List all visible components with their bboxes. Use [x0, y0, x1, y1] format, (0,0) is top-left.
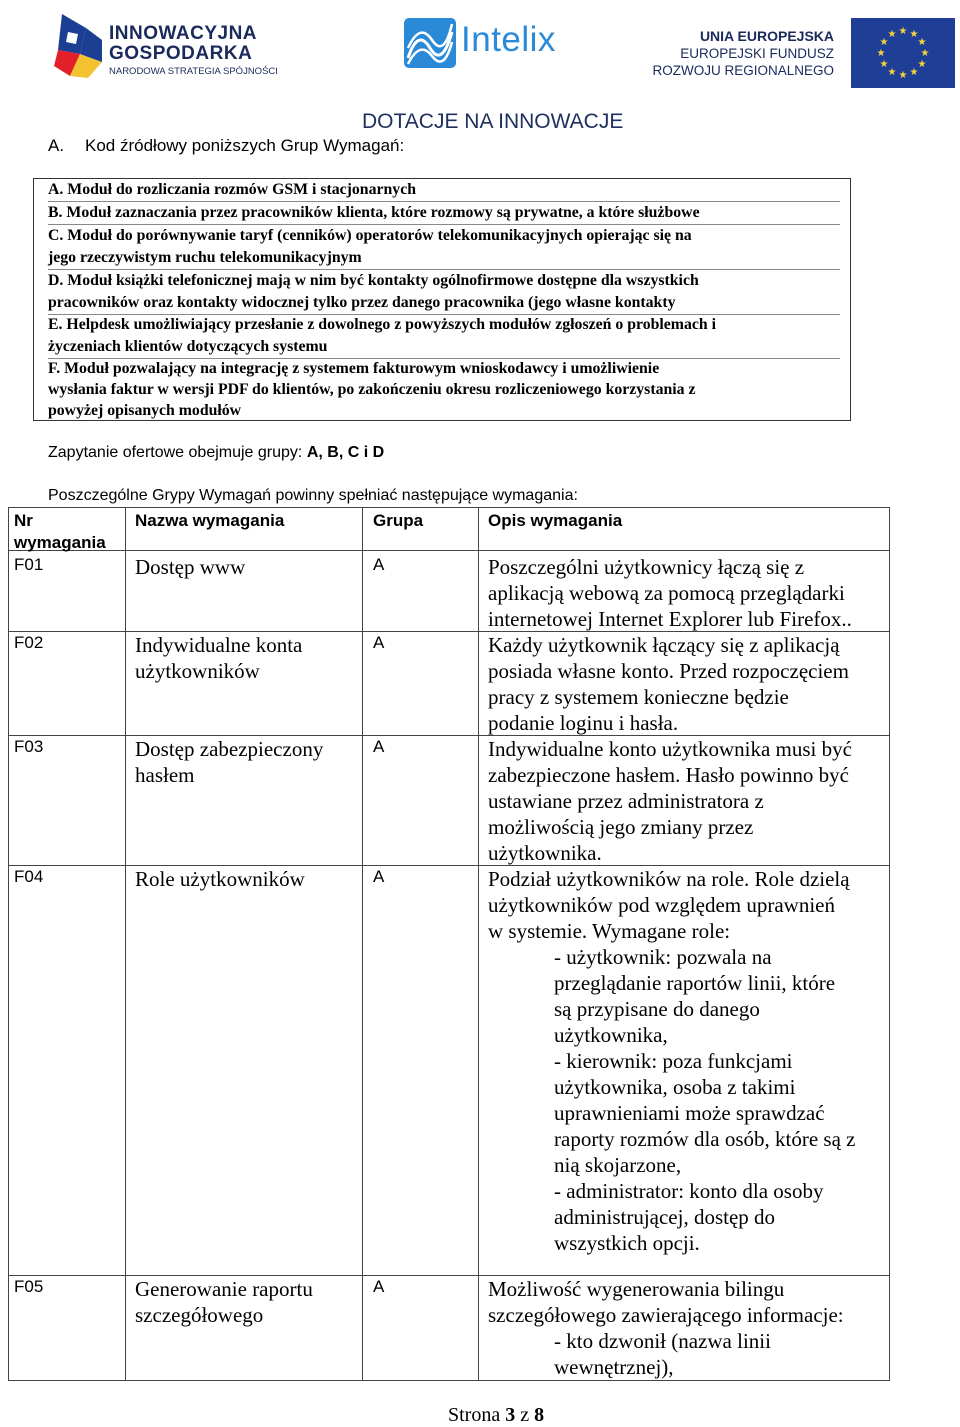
requirements-intro: Poszczególne Grypy Wymagań powinny spełniać następujące wymagania: [48, 487, 578, 504]
header-name: Nazwa wymagania [135, 511, 285, 530]
row-name [135, 736, 323, 788]
row-desc-indent-line: - administrator: konto dla osoby [554, 1179, 824, 1203]
row-desc-indent-line: wewnętrznej), [554, 1355, 674, 1379]
row-desc-indent-line: - kierownik: poza funkcjami [554, 1049, 793, 1073]
module-d-line2: pracowników oraz kontakty widocznej tylko przez danego pracownika (jego własne kontakty [48, 292, 840, 315]
header-nr-line1: Nr [14, 511, 33, 530]
row-nr: F01 [14, 555, 44, 574]
row-desc-indent-line: - użytkownik: pozwala na [554, 945, 772, 969]
module-f-line1: F. Moduł pozwalający na integrację z systemem fakturowym wnioskodawcy i umożliwienie [48, 360, 660, 377]
inquiry-text [48, 444, 384, 462]
row-nr: F02 [14, 633, 44, 652]
innowacyjna-gospodarka-logo [52, 10, 278, 80]
row-desc [488, 632, 849, 736]
row-desc-line: internetowej Internet Explorer lub Firefox.. [488, 607, 852, 631]
row-desc-line: możliwością jego zmiany przez [488, 815, 754, 839]
header-nr [14, 510, 106, 554]
row-desc-line: szczegółowego zawierającego informacje: [488, 1303, 844, 1327]
svg-text:★: ★ [920, 48, 930, 59]
row-desc-line: w systemie. Wymagane role: [488, 919, 731, 943]
star-logo-icon [52, 10, 104, 80]
row-desc-indent-line: administrującej, dostęp do [554, 1205, 776, 1229]
row-desc-indent-line: są przypisane do danego [554, 997, 760, 1021]
row-name-line: użytkowników [135, 659, 260, 683]
row-desc-indent-line: użytkownika, [554, 1023, 668, 1047]
row-group: A [373, 867, 385, 886]
row-desc-line: ustawiane przez administratora z [488, 789, 764, 813]
row-group: A [373, 1277, 385, 1296]
module-f-line2: wysłania faktur w wersji PDF do klientów, po zakończeniu okresu rozliczeniowego korzystania z [48, 381, 696, 398]
header-group: Grupa [373, 511, 424, 530]
eu-text-line2: EUROPEJSKI FUNDUSZ [680, 46, 834, 61]
svg-text:★: ★ [917, 37, 927, 48]
section-title: Kod źródłowy poniższych Grup Wymagań: [85, 136, 405, 155]
svg-text:★: ★ [917, 59, 927, 70]
svg-text:★: ★ [898, 26, 908, 37]
row-desc-indent-line: nią skojarzone, [554, 1153, 682, 1177]
row-name-line: hasłem [135, 763, 195, 787]
module-f-line3: powyżej opisanych modułów [48, 402, 242, 419]
inquiry-label: Zapytanie ofertowe obejmuje grupy: [48, 444, 303, 461]
section-a-heading [48, 136, 404, 156]
row-desc-line: Każdy użytkownik łączący się z aplikacją [488, 633, 840, 657]
row-desc-line: Podział użytkowników na role. Role dzielą [488, 867, 850, 891]
row-desc-line: posiada własne konto. Przed rozpoczęciem [488, 659, 849, 683]
row-desc-line: użytkownika. [488, 841, 602, 865]
row-desc [488, 866, 856, 1256]
row-desc-line: Indywidualne konto użytkownika musi być [488, 737, 852, 761]
row-desc-line: Możliwość wygenerowania bilingu [488, 1277, 785, 1301]
eu-text-line3: ROZWOJU REGIONALNEGO [652, 63, 834, 78]
row-name-line: Dostęp www [135, 555, 246, 579]
row-group: A [373, 555, 385, 574]
row-name-line: Role użytkowników [135, 867, 305, 891]
eu-logo [652, 18, 958, 90]
row-nr: F05 [14, 1277, 44, 1296]
row-desc-line: zabezpieczone hasłem. Hasło powinno być [488, 763, 849, 787]
svg-text:★: ★ [887, 29, 897, 40]
svg-text:★: ★ [876, 48, 886, 59]
row-nr: F03 [14, 737, 44, 756]
row-name-line: Generowanie raportu [135, 1277, 313, 1301]
logo-text-line2: GOSPODARKA [109, 43, 253, 64]
module-b: B. Moduł zaznaczania przez pracowników klienta, które rozmowy są prywatne, a które służbowe [48, 202, 840, 225]
svg-text:★: ★ [909, 29, 919, 40]
program-title: DOTACJE NA INNOWACJE [362, 110, 624, 133]
row-name [135, 632, 302, 684]
logo-text-line3: NARODOWA STRATEGIA SPÓJNOŚCI [109, 66, 278, 77]
svg-text:★: ★ [879, 37, 889, 48]
modules-box [33, 178, 851, 421]
row-name-line: Indywidualne konta [135, 633, 303, 657]
module-d-line1: D. Moduł książki telefonicznej mają w nim być kontakty ogólnofirmowe dostępne dla wszystkich [48, 272, 699, 289]
row-desc-indent-line: uprawnieniami może sprawdzać [554, 1101, 825, 1125]
row-name [135, 554, 245, 580]
module-a: A. Moduł do rozliczania rozmów GSM i stacjonarnych [48, 179, 840, 202]
row-desc-line: pracy z systemem konieczne będzie [488, 685, 789, 709]
row-name [135, 866, 305, 892]
section-letter: A. [48, 136, 65, 155]
logo-text-line1: INNOWACYJNA [109, 23, 258, 44]
row-desc-indent-line: przeglądanie raportów linii, które [554, 971, 836, 995]
row-desc-indent-line: raporty rozmów dla osób, które są z [554, 1127, 856, 1151]
header-nr-line2: wymagania [14, 533, 106, 552]
module-e-line1: E. Helpdesk umożliwiający przesłanie z dowolnego z powyższych modułów zgłoszeń o problemach i [48, 316, 716, 333]
row-desc [488, 1276, 844, 1380]
row-name-line: szczegółowego [135, 1303, 264, 1327]
row-desc-indent-line: - kto dzwonił (nazwa linii [554, 1329, 771, 1353]
eu-flag-icon [851, 18, 955, 88]
svg-text:★: ★ [879, 59, 889, 70]
row-desc-indent-line: użytkownika, osoba z takimi [554, 1075, 796, 1099]
page-footer [448, 1404, 544, 1427]
row-desc [488, 554, 852, 632]
row-desc [488, 736, 852, 866]
header-desc: Opis wymagania [488, 511, 623, 530]
svg-text:★: ★ [909, 67, 919, 78]
row-desc-line: aplikacją webową za pomocą przeglądarki [488, 581, 845, 605]
row-desc-indent-line: wszystkich opcji. [554, 1231, 700, 1255]
footer-page: 3 [505, 1404, 516, 1426]
footer-total: 8 [534, 1404, 545, 1426]
module-c-line1: C. Moduł do porównywanie taryf (cenników) operatorów telekomunikacyjnych opierając się na [48, 227, 692, 244]
row-desc-line: Poszczególni użytkownicy łączą się z [488, 555, 805, 579]
svg-text:★: ★ [898, 70, 908, 81]
eu-text-line1: UNIA EUROPEJSKA [699, 28, 834, 44]
row-nr: F04 [14, 867, 44, 886]
module-c-line2: jego rzeczywistym ruchu telekomunikacyjnym [48, 247, 840, 270]
module-e-line2: życzeniach klientów dotyczących systemu [48, 336, 840, 359]
inquiry-groups: A, B, C i D [306, 444, 385, 461]
intelix-wordmark: Intelix [461, 20, 556, 59]
row-group: A [373, 737, 385, 756]
row-desc-line: podanie loginu i hasła. [488, 711, 679, 735]
footer-sep: z [520, 1404, 530, 1426]
row-desc-line: użytkowników pod względem uprawnień [488, 893, 836, 917]
intelix-logo [404, 18, 564, 70]
row-group: A [373, 633, 385, 652]
footer-label: Strona [448, 1404, 501, 1426]
row-name [135, 1276, 313, 1328]
intelix-mark-icon [404, 18, 456, 68]
row-name-line: Dostęp zabezpieczony [135, 737, 324, 761]
svg-text:★: ★ [887, 67, 897, 78]
